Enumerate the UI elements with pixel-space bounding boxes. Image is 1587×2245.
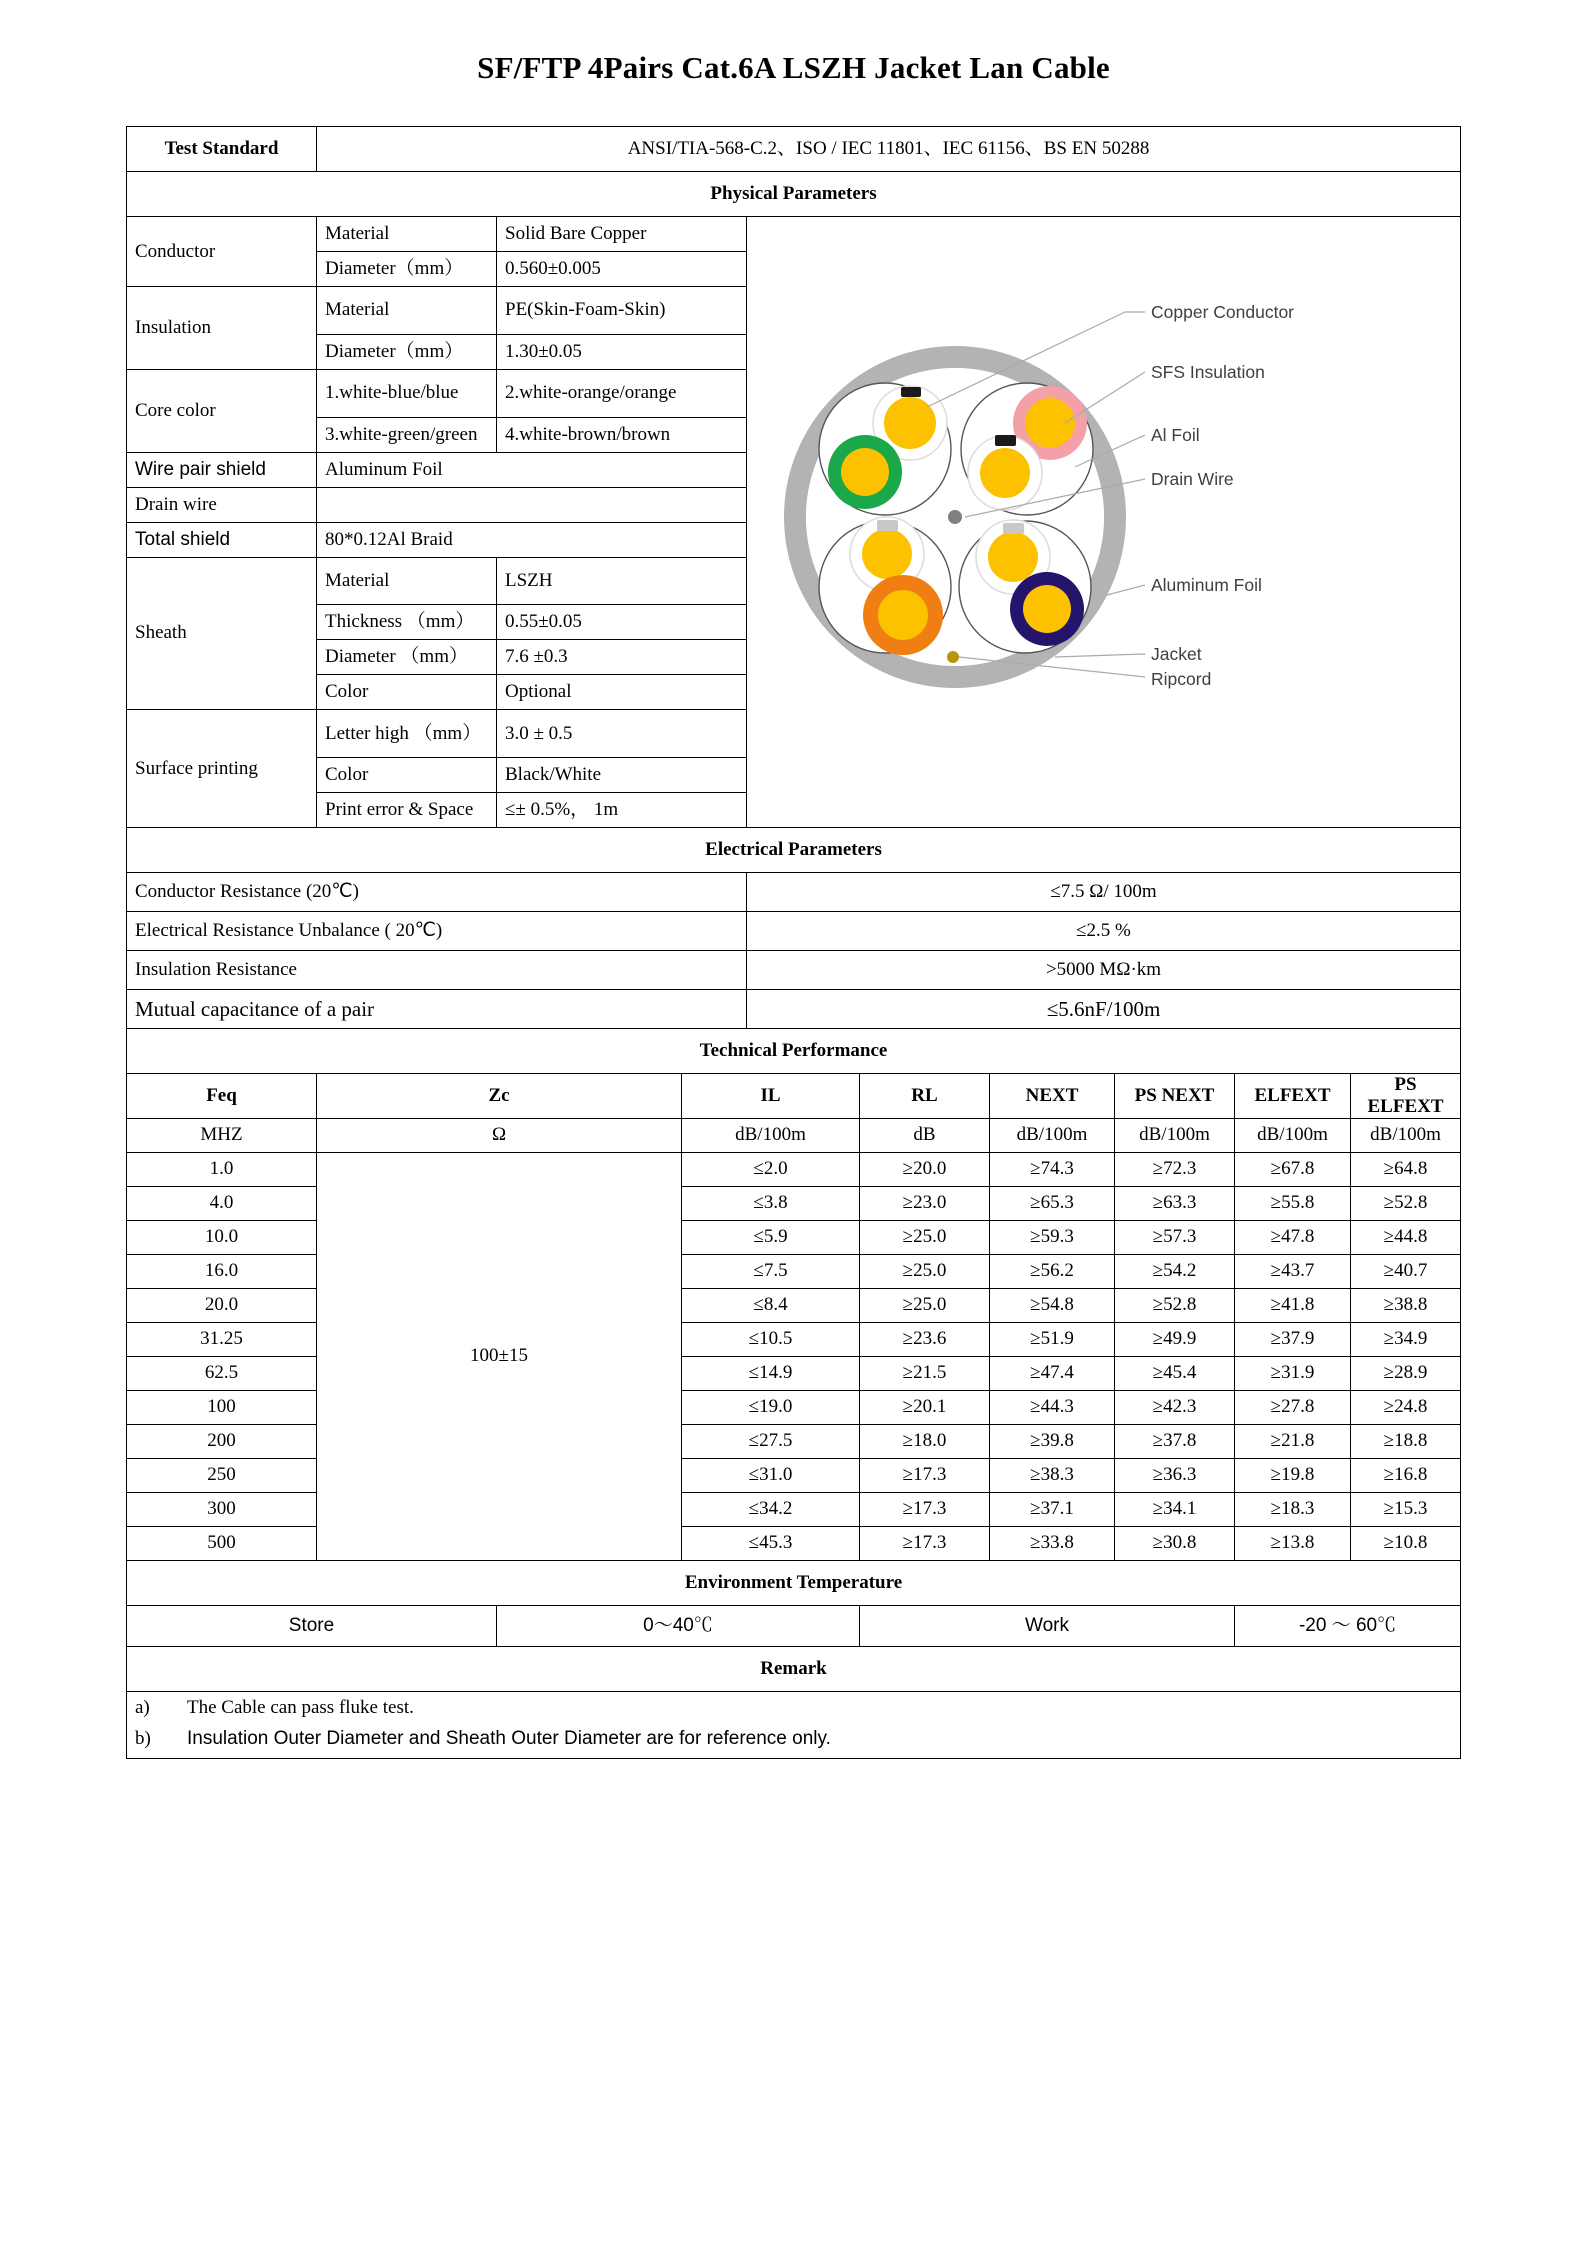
tp-psnext: ≥34.1 (1115, 1492, 1235, 1526)
tp-pselfext: ≥52.8 (1351, 1186, 1461, 1220)
tp-il: ≤27.5 (682, 1424, 860, 1458)
tp-rl: ≥17.3 (860, 1492, 990, 1526)
letter-high-value: 3.0 ± 0.5 (497, 710, 747, 758)
tp-col-il: IL (682, 1074, 860, 1119)
conductor-white-green (884, 397, 936, 449)
tp-psnext: ≥49.9 (1115, 1322, 1235, 1356)
environment-band (127, 1560, 1461, 1605)
drain-tab-navy (1003, 523, 1024, 534)
tp-next: ≥74.3 (990, 1152, 1115, 1186)
tp-col-zc: Zc (317, 1074, 682, 1119)
electrical-row (127, 873, 1461, 912)
page-title: SF/FTP 4Pairs Cat.6A LSZH Jacket Lan Cable (477, 50, 1110, 85)
tp-freq: 250 (127, 1458, 317, 1492)
spec-sheet-table (126, 126, 1461, 1759)
tp-unit-rl: dB (860, 1118, 990, 1152)
drain-wire-value (317, 487, 747, 522)
tp-psnext: ≥37.8 (1115, 1424, 1235, 1458)
tp-freq: 100 (127, 1390, 317, 1424)
electrical-parameters-title: Electrical Parameters (127, 828, 1461, 873)
insulation-diameter-key: Diameter（mm） (317, 334, 497, 369)
tp-rl: ≥25.0 (860, 1288, 990, 1322)
tp-rl: ≥18.0 (860, 1424, 990, 1458)
label-copper-conductor: Copper Conductor (1151, 302, 1294, 322)
mutual-capacitance-value: ≤5.6nF/100m (747, 990, 1461, 1029)
printing-color-value: Black/White (497, 758, 747, 793)
tp-il: ≤8.4 (682, 1288, 860, 1322)
tp-elfext: ≥43.7 (1235, 1254, 1351, 1288)
tp-freq: 4.0 (127, 1186, 317, 1220)
tp-unit-il: dB/100m (682, 1118, 860, 1152)
environment-title: Environment Temperature (127, 1560, 1461, 1605)
print-error-value: ≤± 0.5%， 1m (497, 793, 747, 828)
tp-psnext: ≥72.3 (1115, 1152, 1235, 1186)
conductor-white-orange (862, 529, 912, 579)
resistance-unbalance-label: Electrical Resistance Unbalance ( 20℃) (127, 912, 747, 951)
physical-parameters-title: Physical Parameters (127, 172, 1461, 217)
tp-zc-value: 100±15 (317, 1152, 682, 1560)
conductor-material-value: Solid Bare Copper (497, 217, 747, 252)
ripcord-dot (947, 651, 959, 663)
tp-pselfext: ≥28.9 (1351, 1356, 1461, 1390)
insulation-resistance-label: Insulation Resistance (127, 951, 747, 990)
tp-il: ≤31.0 (682, 1458, 860, 1492)
tp-col-feq: Feq (127, 1074, 317, 1119)
tp-pselfext: ≥15.3 (1351, 1492, 1461, 1526)
conductor-orange (878, 590, 928, 640)
tp-next: ≥54.8 (990, 1288, 1115, 1322)
conductor-diameter-key: Diameter（mm） (317, 252, 497, 287)
tp-il: ≤19.0 (682, 1390, 860, 1424)
sheath-thickness-key: Thickness （mm） (317, 605, 497, 640)
tp-next: ≥37.1 (990, 1492, 1115, 1526)
tp-next: ≥39.8 (990, 1424, 1115, 1458)
tp-rl: ≥20.1 (860, 1390, 990, 1424)
tp-rl: ≥20.0 (860, 1152, 990, 1186)
conductor-green (841, 448, 889, 496)
conductor-pink (1025, 398, 1075, 448)
tp-freq: 20.0 (127, 1288, 317, 1322)
sheath-color-value: Optional (497, 675, 747, 710)
technical-performance-title: Technical Performance (127, 1029, 1461, 1074)
physical-parameters-band (127, 172, 1461, 217)
table-row (127, 1152, 1461, 1186)
conductor-navy (1023, 585, 1071, 633)
tp-col-psnext: PS NEXT (1115, 1074, 1235, 1119)
tp-elfext: ≥27.8 (1235, 1390, 1351, 1424)
tp-psnext: ≥45.4 (1115, 1356, 1235, 1390)
tp-pselfext: ≥38.8 (1351, 1288, 1461, 1322)
tp-next: ≥38.3 (990, 1458, 1115, 1492)
test-standard-value: ANSI/TIA-568-C.2、ISO / IEC 11801、IEC 61156、BS EN 50288 (317, 127, 1461, 172)
tp-unit-psnext: dB/100m (1115, 1118, 1235, 1152)
tp-freq: 300 (127, 1492, 317, 1526)
drain-wire-label: Drain wire (127, 487, 317, 522)
tp-il: ≤5.9 (682, 1220, 860, 1254)
tp-col-rl: RL (860, 1074, 990, 1119)
tp-il: ≤34.2 (682, 1492, 860, 1526)
tp-elfext: ≥19.8 (1235, 1458, 1351, 1492)
tp-il: ≤14.9 (682, 1356, 860, 1390)
tp-pselfext: ≥44.8 (1351, 1220, 1461, 1254)
total-shield-label: Total shield (127, 522, 317, 557)
sheath-material-value: LSZH (497, 557, 747, 605)
tp-freq: 1.0 (127, 1152, 317, 1186)
remark-body-row (127, 1691, 1461, 1759)
surface-printing-label: Surface printing (127, 710, 317, 828)
drain-tab-green (901, 387, 921, 397)
test-standard-row (127, 127, 1461, 172)
tp-unit-next: dB/100m (990, 1118, 1115, 1152)
tp-psnext: ≥36.3 (1115, 1458, 1235, 1492)
tp-next: ≥65.3 (990, 1186, 1115, 1220)
tp-elfext: ≥67.8 (1235, 1152, 1351, 1186)
electrical-row (127, 990, 1461, 1029)
tp-rl: ≥21.5 (860, 1356, 990, 1390)
tp-unit-elfext: dB/100m (1235, 1118, 1351, 1152)
core-color-pair3: 3.white-green/green (317, 417, 497, 452)
insulation-material-value: PE(Skin-Foam-Skin) (497, 287, 747, 335)
electrical-row (127, 912, 1461, 951)
tp-pselfext: ≥18.8 (1351, 1424, 1461, 1458)
core-color-label: Core color (127, 369, 317, 452)
tp-elfext: ≥18.3 (1235, 1492, 1351, 1526)
resistance-unbalance-value: ≤2.5 % (747, 912, 1461, 951)
tp-freq: 31.25 (127, 1322, 317, 1356)
tp-pselfext: ≥40.7 (1351, 1254, 1461, 1288)
tp-next: ≥59.3 (990, 1220, 1115, 1254)
tp-freq: 62.5 (127, 1356, 317, 1390)
tp-rl: ≥17.3 (860, 1458, 990, 1492)
tp-next: ≥33.8 (990, 1526, 1115, 1560)
sheath-label: Sheath (127, 557, 317, 710)
sheath-diameter-key: Diameter （mm） (317, 640, 497, 675)
tp-pselfext: ≥16.8 (1351, 1458, 1461, 1492)
tp-header-row (127, 1074, 1461, 1119)
label-ripcord: Ripcord (1151, 669, 1212, 689)
remark-text-b: Insulation Outer Diameter and Sheath Outer Diameter are for reference only. (187, 1727, 831, 1749)
tp-col-elfext: ELFEXT (1235, 1074, 1351, 1119)
tp-freq: 16.0 (127, 1254, 317, 1288)
work-value: -20 ～ 60℃ (1235, 1605, 1461, 1646)
wire-pair-shield-label: Wire pair shield (127, 452, 317, 487)
store-label: Store (127, 1605, 497, 1646)
remark-key-a: a) (135, 1696, 150, 1718)
conductor-resistance-value: ≤7.5 Ω/ 100m (747, 873, 1461, 912)
sheath-thickness-value: 0.55±0.05 (497, 605, 747, 640)
tp-next: ≥47.4 (990, 1356, 1115, 1390)
remark-key-b: b) (135, 1727, 151, 1749)
label-aluminum-foil: Aluminum Foil (1151, 575, 1262, 595)
label-drain-wire: Drain Wire (1151, 469, 1234, 489)
tp-pselfext: ≥64.8 (1351, 1152, 1461, 1186)
conductor-diameter-value: 0.560±0.005 (497, 252, 747, 287)
remark-body (127, 1691, 1461, 1759)
tp-rl: ≥25.0 (860, 1220, 990, 1254)
tp-unit-row (127, 1118, 1461, 1152)
drain-wire-dot (948, 510, 962, 524)
remark-band (127, 1646, 1461, 1691)
letter-high-key: Letter high （mm） (317, 710, 497, 758)
tp-pselfext: ≥10.8 (1351, 1526, 1461, 1560)
print-error-key: Print error & Space (317, 793, 497, 828)
tp-unit-feq: MHZ (127, 1118, 317, 1152)
electrical-parameters-band (127, 828, 1461, 873)
core-color-pair4: 4.white-brown/brown (497, 417, 747, 452)
core-color-pair2: 2.white-orange/orange (497, 369, 747, 417)
label-sfs-insulation: SFS Insulation (1151, 362, 1265, 382)
tp-rl: ≥25.0 (860, 1254, 990, 1288)
sheath-material-key: Material (317, 557, 497, 605)
environment-row (127, 1605, 1461, 1646)
technical-performance-band (127, 1029, 1461, 1074)
test-standard-label: Test Standard (127, 127, 317, 172)
work-label: Work (860, 1605, 1235, 1646)
tp-elfext: ≥31.9 (1235, 1356, 1351, 1390)
wire-pair-shield-value: Aluminum Foil (317, 452, 747, 487)
tp-psnext: ≥52.8 (1115, 1288, 1235, 1322)
tp-elfext: ≥41.8 (1235, 1288, 1351, 1322)
tp-elfext: ≥47.8 (1235, 1220, 1351, 1254)
remark-text-a: The Cable can pass fluke test. (187, 1696, 414, 1718)
tp-psnext: ≥63.3 (1115, 1186, 1235, 1220)
leader-jacket (1055, 654, 1145, 657)
conductor-label: Conductor (127, 217, 317, 287)
remark-item-b (135, 1728, 1452, 1750)
tp-col-pselfext: PS ELFEXT (1351, 1074, 1461, 1119)
drain-tab-orange (877, 520, 898, 531)
tp-freq: 10.0 (127, 1220, 317, 1254)
printing-color-key: Color (317, 758, 497, 793)
insulation-diameter-value: 1.30±0.05 (497, 334, 747, 369)
drain-tab-pink (995, 435, 1016, 446)
tp-psnext: ≥54.2 (1115, 1254, 1235, 1288)
tp-il: ≤3.8 (682, 1186, 860, 1220)
tp-next: ≥44.3 (990, 1390, 1115, 1424)
tp-il: ≤7.5 (682, 1254, 860, 1288)
sheath-color-key: Color (317, 675, 497, 710)
tp-next: ≥51.9 (990, 1322, 1115, 1356)
insulation-resistance-value: >5000 MΩ·km (747, 951, 1461, 990)
electrical-row (127, 951, 1461, 990)
tp-freq: 500 (127, 1526, 317, 1560)
tp-psnext: ≥30.8 (1115, 1526, 1235, 1560)
tp-unit-zc: Ω (317, 1118, 682, 1152)
cable-cross-section-diagram (747, 217, 1461, 828)
remark-item-a (135, 1697, 1452, 1719)
tp-next: ≥56.2 (990, 1254, 1115, 1288)
tp-elfext: ≥55.8 (1235, 1186, 1351, 1220)
tp-elfext: ≥13.8 (1235, 1526, 1351, 1560)
tp-unit-pselfext: dB/100m (1351, 1118, 1461, 1152)
tp-elfext: ≥21.8 (1235, 1424, 1351, 1458)
tp-rl: ≥17.3 (860, 1526, 990, 1560)
label-jacket: Jacket (1151, 644, 1202, 664)
tp-il: ≤45.3 (682, 1526, 860, 1560)
tp-pselfext: ≥34.9 (1351, 1322, 1461, 1356)
sheath-diameter-value: 7.6 ±0.3 (497, 640, 747, 675)
insulation-material-key: Material (317, 287, 497, 335)
conductor-material-key: Material (317, 217, 497, 252)
tp-rl: ≥23.6 (860, 1322, 990, 1356)
tp-psnext: ≥57.3 (1115, 1220, 1235, 1254)
tp-elfext: ≥37.9 (1235, 1322, 1351, 1356)
conductor-white-navy (988, 532, 1038, 582)
tp-pselfext: ≥24.8 (1351, 1390, 1461, 1424)
core-color-pair1: 1.white-blue/blue (317, 369, 497, 417)
conductor-resistance-label: Conductor Resistance (20℃) (127, 873, 747, 912)
tp-il: ≤2.0 (682, 1152, 860, 1186)
tp-freq: 200 (127, 1424, 317, 1458)
total-shield-value: 80*0.12Al Braid (317, 522, 747, 557)
tp-il: ≤10.5 (682, 1322, 860, 1356)
conductor-white-pink (980, 448, 1030, 498)
tp-rl: ≥23.0 (860, 1186, 990, 1220)
cable-diagram-svg (755, 217, 1375, 827)
tp-psnext: ≥42.3 (1115, 1390, 1235, 1424)
conductor-row-1 (127, 217, 1461, 252)
insulation-label: Insulation (127, 287, 317, 370)
leader-aluminum-foil (1107, 585, 1145, 595)
remark-title: Remark (127, 1646, 1461, 1691)
label-al-foil: Al Foil (1151, 425, 1200, 445)
tp-col-next: NEXT (990, 1074, 1115, 1119)
mutual-capacitance-label: Mutual capacitance of a pair (127, 990, 747, 1029)
store-value: 0～40℃ (497, 1605, 860, 1646)
